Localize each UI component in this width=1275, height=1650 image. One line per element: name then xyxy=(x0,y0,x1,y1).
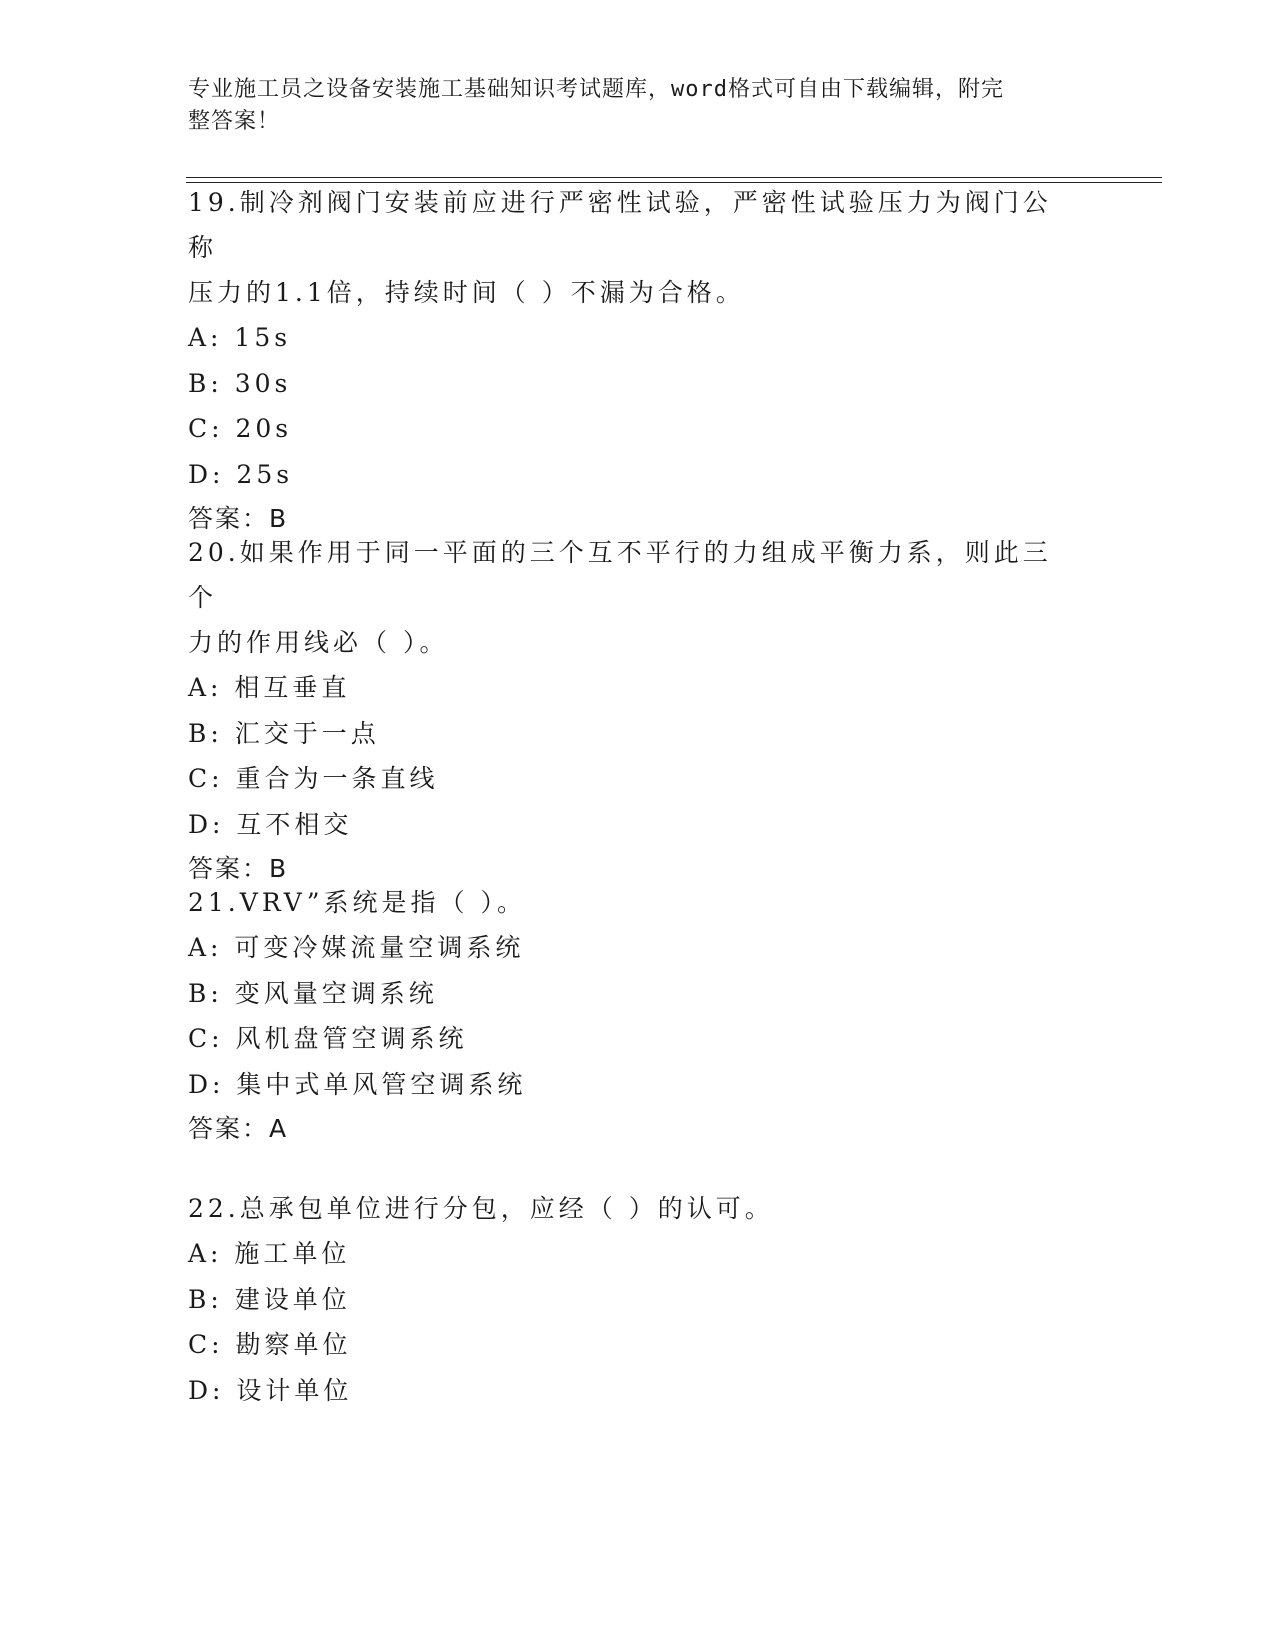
option-a: A: 15s xyxy=(188,323,292,352)
option-b: B: 变风量空调系统 xyxy=(188,978,438,1008)
question-22 xyxy=(188,1186,1088,1413)
question-stem-line-1: 21.VRV”系统是指（ ）。 xyxy=(188,888,526,917)
question-stem xyxy=(188,180,1078,315)
answer: 答案：A xyxy=(188,1114,289,1143)
question-19 xyxy=(188,180,1088,541)
question-stem-line-1: 22.总承包单位进行分包，应经（ ）的认可。 xyxy=(188,1194,774,1223)
option-b: B: 30s xyxy=(188,368,292,398)
option-d: D: 集中式单风管空调系统 xyxy=(188,1069,527,1099)
header-divider-top xyxy=(186,177,1162,178)
question-stem-line-1: 20.如果作用于同一平面的三个互不平行的力组成平衡力系，则此三个 xyxy=(188,538,1052,612)
question-stem-line-1: 19.制冷剂阀门安装前应进行严密性试验，严密性试验压力为阀门公称 xyxy=(188,188,1052,262)
question-stem xyxy=(188,880,1078,925)
option-a: A: 施工单位 xyxy=(188,1239,351,1268)
option-c: C: 勘察单位 xyxy=(188,1330,352,1359)
option-a: A: 可变冷媒流量空调系统 xyxy=(188,933,525,962)
option-b: B: 建设单位 xyxy=(188,1284,351,1314)
option-d: D: 25s xyxy=(188,459,294,489)
header-line-2: 整答案！ xyxy=(188,109,281,134)
answer: 答案：B xyxy=(188,504,289,533)
question-20 xyxy=(188,530,1088,891)
option-b: B: 汇交于一点 xyxy=(188,718,380,748)
option-c: C: 重合为一条直线 xyxy=(188,764,439,793)
option-d: D: 互不相交 xyxy=(188,809,353,839)
answer: 答案：B xyxy=(188,854,289,883)
document-header xyxy=(188,74,1068,138)
question-21 xyxy=(188,880,1088,1151)
option-d: D: 设计单位 xyxy=(188,1375,353,1405)
question-stem-line-2: 力的作用线必（ ）。 xyxy=(188,628,449,657)
option-c: C: 20s xyxy=(188,414,293,443)
question-stem xyxy=(188,1186,1078,1231)
question-stem xyxy=(188,530,1078,665)
option-c: C: 风机盘管空调系统 xyxy=(188,1024,468,1053)
option-a: A: 相互垂直 xyxy=(188,673,351,702)
question-stem-line-2: 压力的1.1倍，持续时间（ ）不漏为合格。 xyxy=(188,278,745,307)
header-line-1: 专业施工员之设备安装施工基础知识考试题库，word格式可自由下载编辑，附完 xyxy=(188,77,1004,102)
